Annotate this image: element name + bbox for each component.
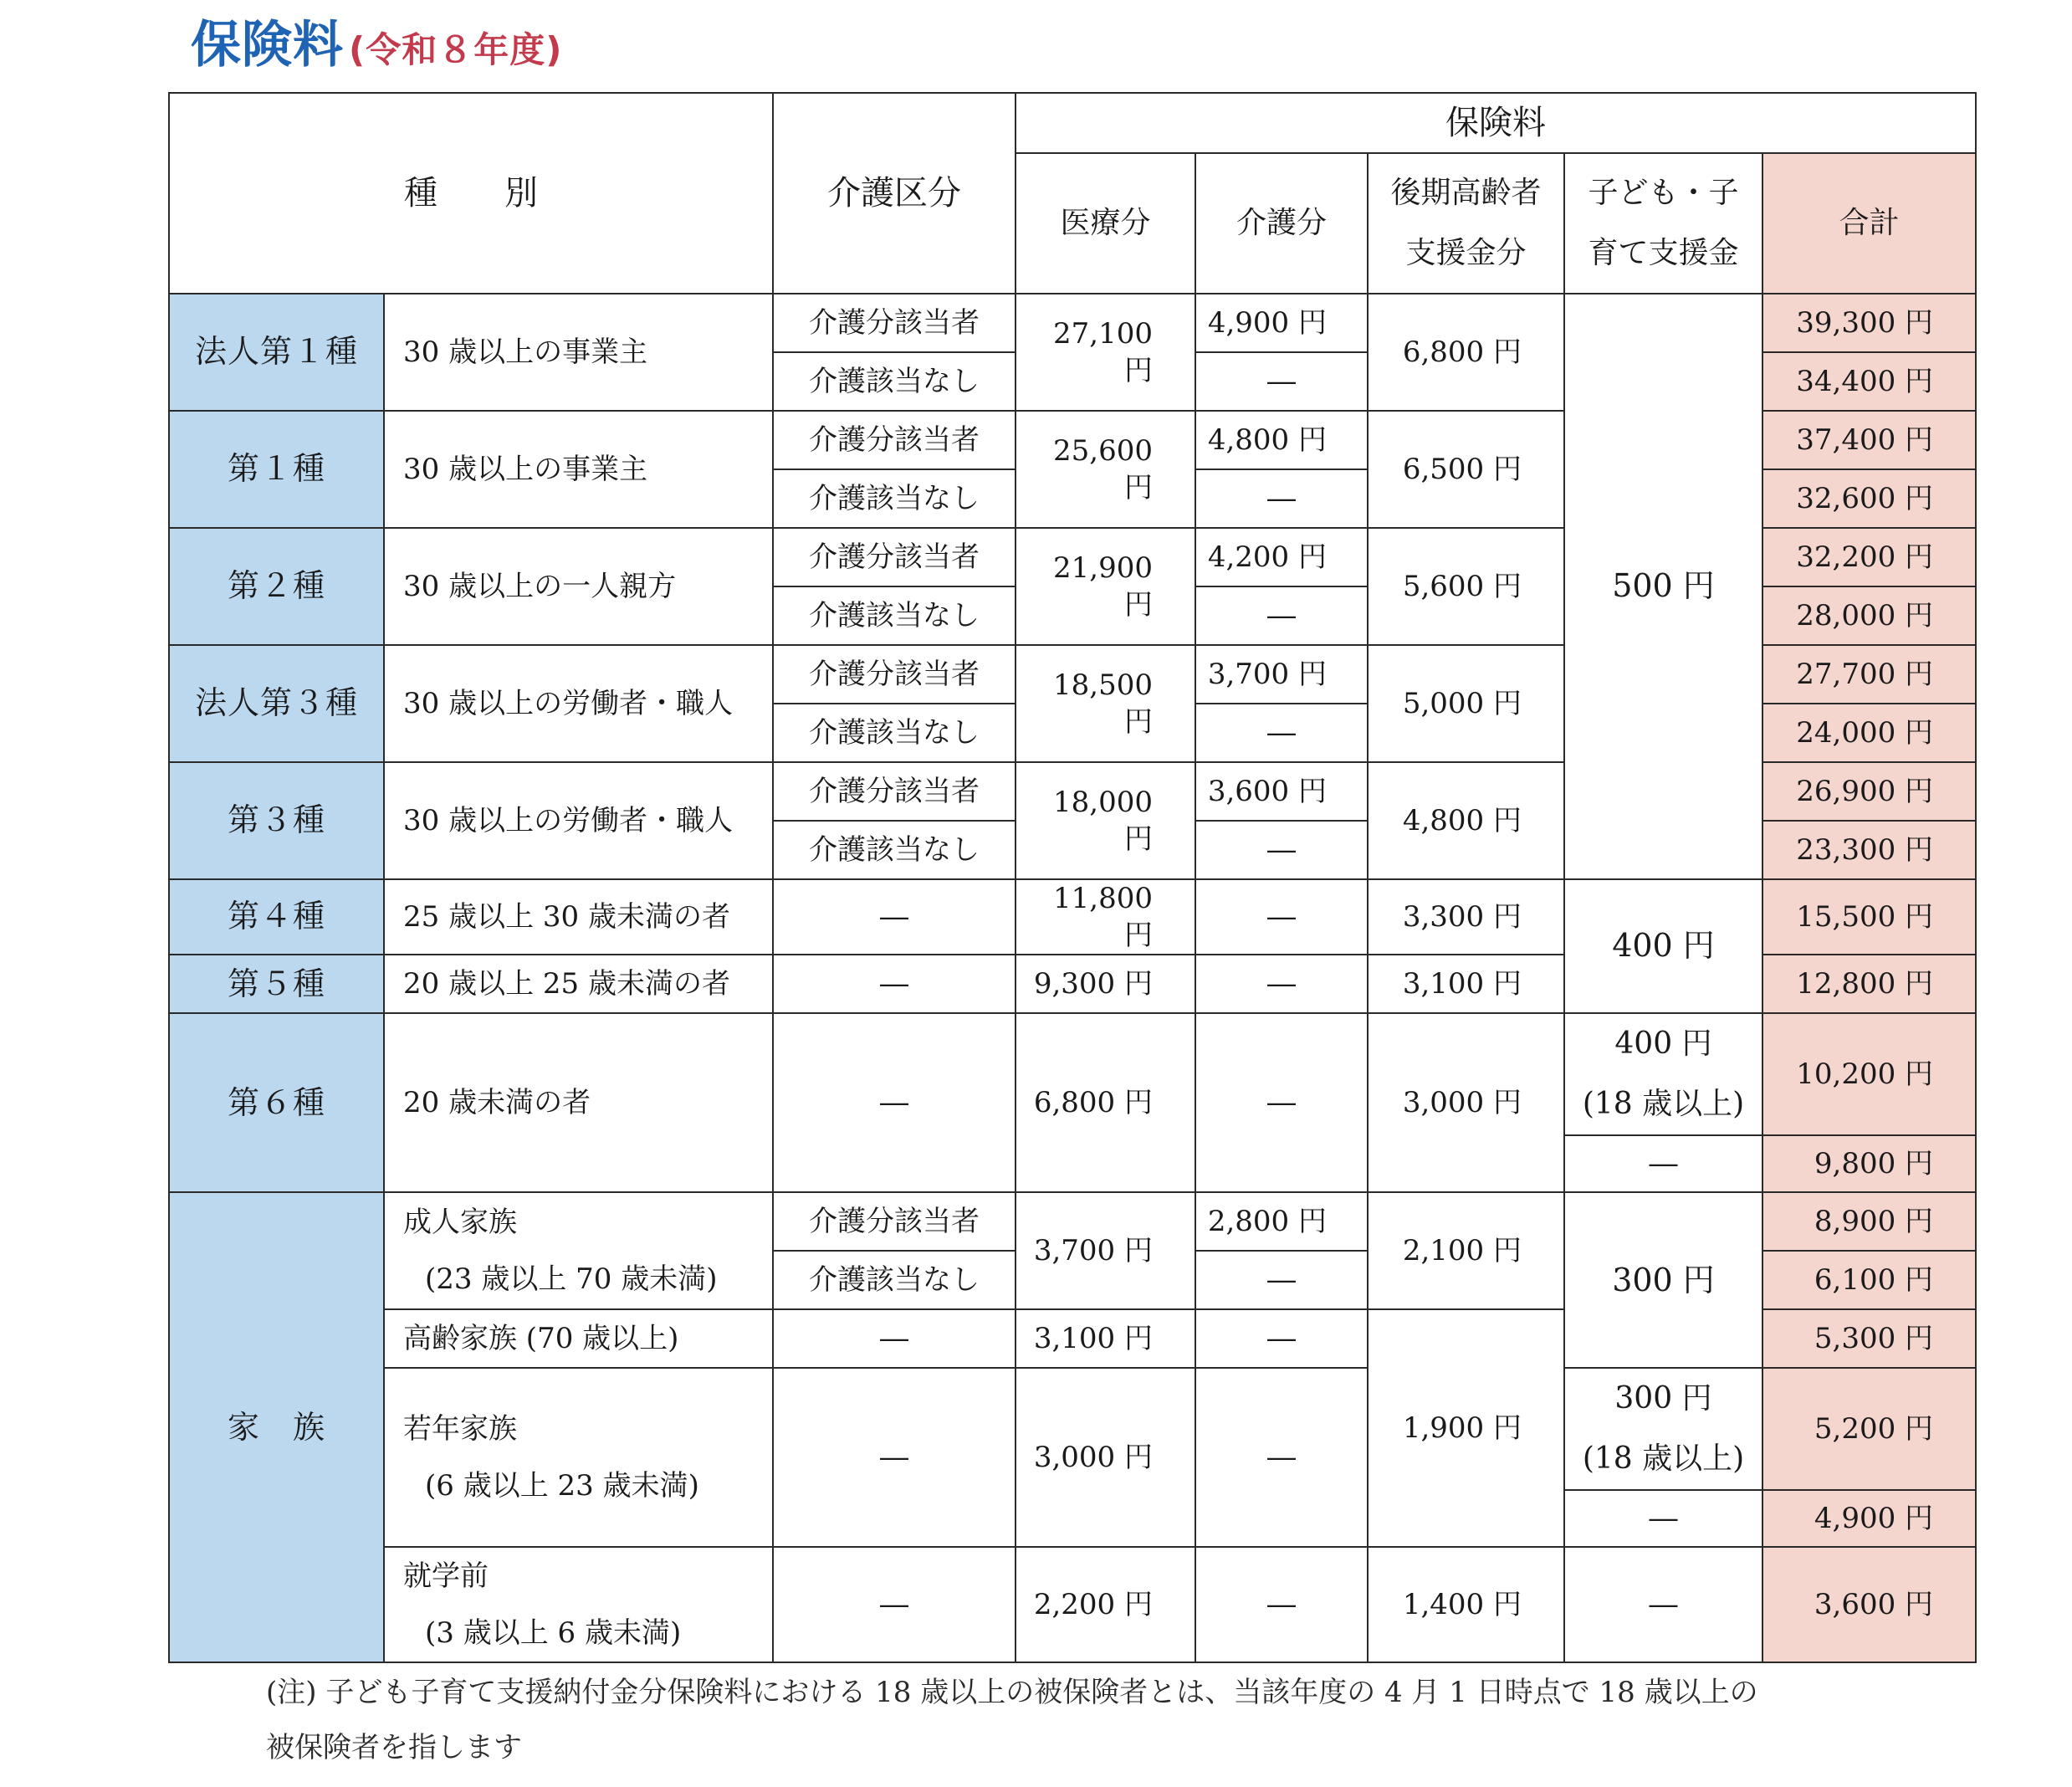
care-yes-label: 介護分該当者 (773, 1192, 1016, 1251)
header-elderly-line1: 後期高齢者 (1390, 176, 1542, 210)
care-hojin1: 4,900 円 (1195, 294, 1368, 352)
total-family-young-a: 5,200 円 (1762, 1368, 1976, 1490)
total-hojin1-yes: 39,300 円 (1762, 294, 1976, 352)
medical-hojin3: 18,500 円 (1016, 645, 1195, 762)
care-no-label: 介護該当なし (773, 821, 1016, 879)
child-dai6-note: (18 歳以上) (1582, 1087, 1745, 1122)
dash: ― (1195, 1368, 1368, 1547)
care-yes-label: 介護分該当者 (773, 411, 1016, 469)
total-hojin3-no: 24,000 円 (1762, 704, 1976, 762)
table-row (169, 1547, 1976, 1662)
dash: ― (1195, 955, 1368, 1013)
elderly-dai1: 6,500 円 (1368, 411, 1564, 528)
header-total: 合計 (1762, 153, 1976, 294)
medical-dai5: 9,300 円 (1016, 955, 1195, 1013)
dash: ― (1195, 352, 1368, 411)
elderly-hojin1: 6,800 円 (1368, 294, 1564, 411)
dash: ― (1195, 469, 1368, 528)
care-dai2: 4,200 円 (1195, 528, 1368, 586)
child-upper: 500 円 (1564, 294, 1762, 879)
header-type: 種 別 (169, 93, 773, 294)
dash: ― (1195, 821, 1368, 879)
total-hojin1-no: 34,400 円 (1762, 352, 1976, 411)
desc-dai4: 25 歳以上 30 歳未満の者 (384, 879, 773, 955)
total-family-senior: 5,300 円 (1762, 1309, 1976, 1368)
total-dai4: 15,500 円 (1762, 879, 1976, 955)
total-dai5: 12,800 円 (1762, 955, 1976, 1013)
dash: ― (773, 1547, 1016, 1662)
dash: ― (1195, 1547, 1368, 1662)
type-hojin1: 法人第１種 (169, 294, 384, 411)
footnote-line2: 被保険者を指します (266, 1731, 522, 1764)
care-dai1: 4,800 円 (1195, 411, 1368, 469)
total-hojin3-yes: 27,700 円 (1762, 645, 1976, 704)
type-dai2: 第２種 (169, 528, 384, 645)
header-child-support (1564, 153, 1762, 294)
total-dai3-yes: 26,900 円 (1762, 762, 1976, 821)
desc-dai3: 30 歳以上の労働者・職人 (384, 762, 773, 879)
elderly-dai4: 3,300 円 (1368, 879, 1564, 955)
type-dai4: 第４種 (169, 879, 384, 955)
child-family-young-note: (18 歳以上) (1582, 1441, 1745, 1477)
table-row (169, 879, 1976, 955)
dash: ― (1195, 1013, 1368, 1192)
table-row (169, 1192, 1976, 1251)
elderly-dai6: 3,000 円 (1368, 1013, 1564, 1192)
table-row (169, 1013, 1976, 1135)
page-title (191, 5, 562, 77)
elderly-hojin3: 5,000 円 (1368, 645, 1564, 762)
child-mid: 400 円 (1564, 879, 1762, 1013)
premium-table (168, 92, 1977, 1663)
desc-family-adult-1: 成人家族 (403, 1206, 517, 1240)
desc-dai1: 30 歳以上の事業主 (384, 411, 773, 528)
total-dai1-yes: 37,400 円 (1762, 411, 1976, 469)
care-no-label: 介護該当なし (773, 469, 1016, 528)
medical-dai4: 11,800 円 (1016, 879, 1195, 955)
type-dai3: 第３種 (169, 762, 384, 879)
total-dai2-no: 28,000 円 (1762, 586, 1976, 645)
elderly-dai5: 3,100 円 (1368, 955, 1564, 1013)
medical-dai6: 6,800 円 (1016, 1013, 1195, 1192)
total-family-adult-no: 6,100 円 (1762, 1251, 1976, 1309)
desc-family-preschool-2: (3 歳以上 6 歳未満) (425, 1616, 682, 1651)
dash: ― (773, 1309, 1016, 1368)
desc-family-young (384, 1368, 773, 1547)
footnote (266, 1665, 1939, 1775)
header-care-category: 介護区分 (773, 93, 1016, 294)
elderly-family-preschool: 1,400 円 (1368, 1547, 1564, 1662)
care-hojin3: 3,700 円 (1195, 645, 1368, 704)
type-dai6: 第６種 (169, 1013, 384, 1192)
care-yes-label: 介護分該当者 (773, 294, 1016, 352)
elderly-family-young: 1,900 円 (1368, 1309, 1564, 1547)
dash: ― (1564, 1547, 1762, 1662)
total-dai6-a: 10,200 円 (1762, 1013, 1976, 1135)
total-dai1-no: 32,600 円 (1762, 469, 1976, 528)
type-dai1: 第１種 (169, 411, 384, 528)
desc-dai5: 20 歳以上 25 歳未満の者 (384, 955, 773, 1013)
dash: ― (1564, 1135, 1762, 1192)
footnote-line1: (注) 子ども子育て支援納付金分保険料における 18 歳以上の被保険者とは、当該年度の 4 月 1 日時点で 18 歳以上の (266, 1676, 1758, 1709)
dash: ― (1195, 879, 1368, 955)
title-fiscal-year: (令和８年度) (349, 29, 563, 70)
table-row (169, 1368, 1976, 1490)
medical-family-preschool: 2,200 円 (1016, 1547, 1195, 1662)
total-family-preschool: 3,600 円 (1762, 1547, 1976, 1662)
desc-hojin1: 30 歳以上の事業主 (384, 294, 773, 411)
dash: ― (1195, 704, 1368, 762)
medical-dai2: 21,900 円 (1016, 528, 1195, 645)
total-dai2-yes: 32,200 円 (1762, 528, 1976, 586)
medical-dai3: 18,000 円 (1016, 762, 1195, 879)
child-family-young-amount: 300 円 (1614, 1381, 1712, 1416)
header-care-part: 介護分 (1195, 153, 1368, 294)
title-main: 保険料 (191, 16, 344, 74)
dash: ― (1564, 1490, 1762, 1547)
care-no-label: 介護該当なし (773, 704, 1016, 762)
child-dai6 (1564, 1013, 1762, 1135)
elderly-dai2: 5,600 円 (1368, 528, 1564, 645)
medical-family-adult: 3,700 円 (1016, 1192, 1195, 1309)
elderly-dai3: 4,800 円 (1368, 762, 1564, 879)
care-no-label: 介護該当なし (773, 352, 1016, 411)
child-family-young (1564, 1368, 1762, 1490)
care-no-label: 介護該当なし (773, 1251, 1016, 1309)
desc-family-young-2: (6 歳以上 23 歳未満) (425, 1469, 699, 1503)
dash: ― (773, 879, 1016, 955)
header-elderly-line2: 支援金分 (1405, 236, 1527, 270)
elderly-family-adult: 2,100 円 (1368, 1192, 1564, 1309)
desc-family-senior: 高齢家族 (70 歳以上) (384, 1309, 773, 1368)
dash: ― (1195, 1251, 1368, 1309)
child-dai6-amount: 400 円 (1614, 1027, 1712, 1062)
dash: ― (773, 1368, 1016, 1547)
header-premium: 保険料 (1016, 93, 1976, 153)
care-family-adult: 2,800 円 (1195, 1192, 1368, 1251)
type-hojin3: 法人第３種 (169, 645, 384, 762)
care-yes-label: 介護分該当者 (773, 528, 1016, 586)
header-child-line2: 育て支援金 (1588, 236, 1739, 270)
desc-family-adult (384, 1192, 773, 1309)
desc-dai2: 30 歳以上の一人親方 (384, 528, 773, 645)
medical-family-senior: 3,100 円 (1016, 1309, 1195, 1368)
desc-family-young-1: 若年家族 (403, 1412, 517, 1446)
desc-family-adult-2: (23 歳以上 70 歳未満) (425, 1262, 718, 1297)
medical-family-young: 3,000 円 (1016, 1368, 1195, 1547)
care-dai3: 3,600 円 (1195, 762, 1368, 821)
desc-family-preschool (384, 1547, 773, 1662)
type-dai5: 第５種 (169, 955, 384, 1013)
dash: ― (773, 1013, 1016, 1192)
desc-dai6: 20 歳未満の者 (384, 1013, 773, 1192)
care-yes-label: 介護分該当者 (773, 762, 1016, 821)
dash: ― (1195, 1309, 1368, 1368)
care-no-label: 介護該当なし (773, 586, 1016, 645)
dash: ― (773, 955, 1016, 1013)
header-child-line1: 子ども・子 (1588, 176, 1739, 210)
medical-hojin1: 27,100 円 (1016, 294, 1195, 411)
desc-family-preschool-1: 就学前 (403, 1559, 489, 1594)
care-yes-label: 介護分該当者 (773, 645, 1016, 704)
dash: ― (1195, 586, 1368, 645)
desc-hojin3: 30 歳以上の労働者・職人 (384, 645, 773, 762)
total-family-young-b: 4,900 円 (1762, 1490, 1976, 1547)
medical-dai1: 25,600 円 (1016, 411, 1195, 528)
total-dai6-b: 9,800 円 (1762, 1135, 1976, 1192)
table-row (169, 294, 1976, 352)
total-dai3-no: 23,300 円 (1762, 821, 1976, 879)
type-family: 家 族 (169, 1192, 384, 1662)
total-family-adult-yes: 8,900 円 (1762, 1192, 1976, 1251)
child-family-top: 300 円 (1564, 1192, 1762, 1368)
header-elderly-support (1368, 153, 1564, 294)
header-medical: 医療分 (1016, 153, 1195, 294)
